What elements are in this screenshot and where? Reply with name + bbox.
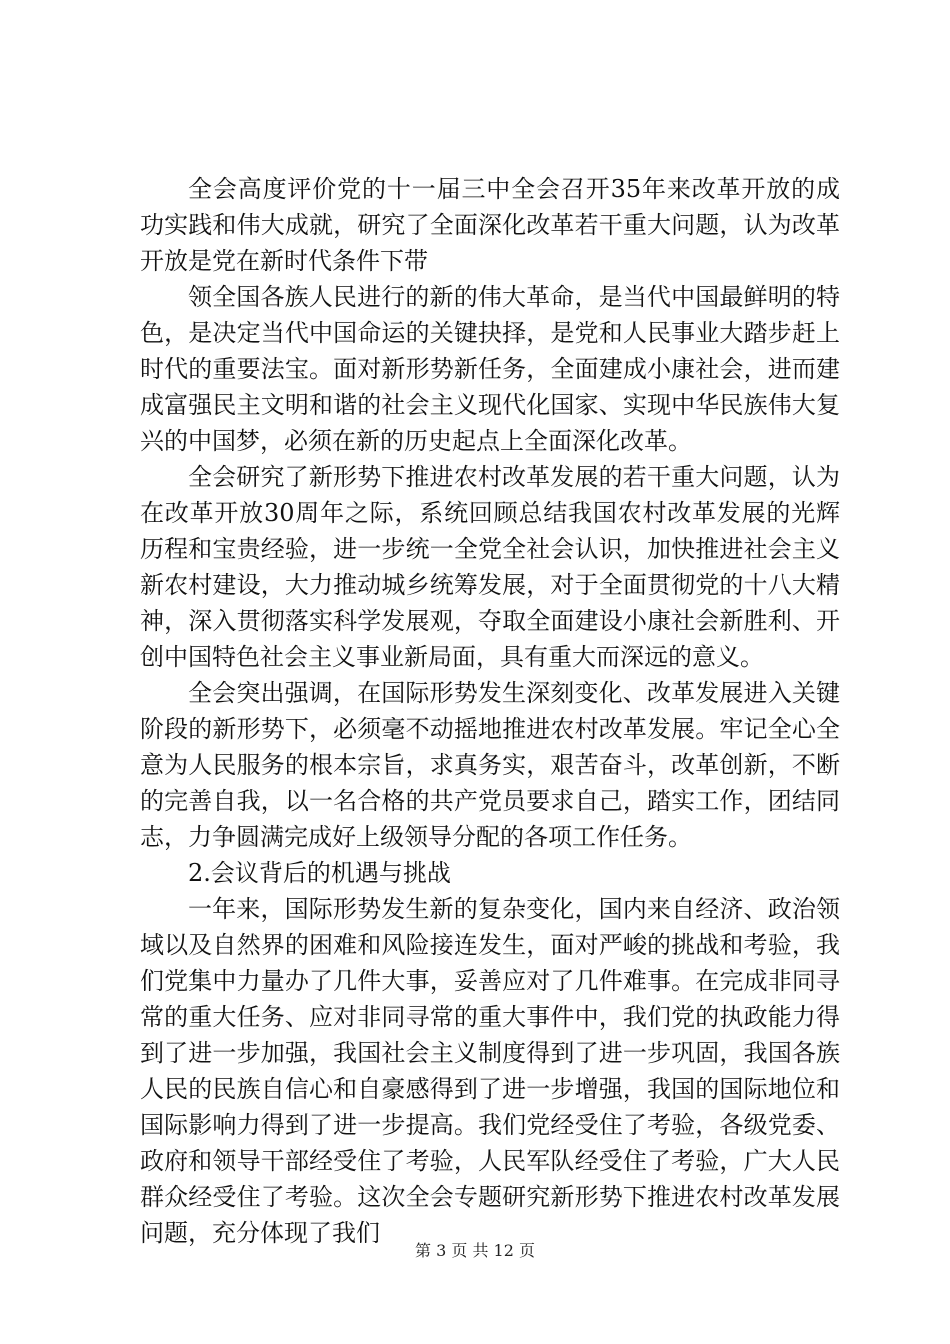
document-body bbox=[140, 171, 840, 1251]
paragraph-5: 一年来，国际形势发生新的复杂变化，国内来自经济、政治领域以及自然界的困难和风险接连发生，面对严峻的挑战和考验，我们党集中力量办了几件大事，妥善应对了几件难事。在完成非同寻常的重大任务、应对非同寻常的重大事件中，我们党的执政能力得到了进一步加强，我国社会主义制度得到了进一步巩固，我国各族人民的民族自信心和自豪感得到了进一步增强，我国的国际地位和国际影响力得到了进一步提高。我们党经受住了考验，各级党委、政府和领导干部经受住了考验，人民军队经受住了考验，广大人民群众经受住了考验。这次全会专题研究新形势下推进农村改革发展问题，充分体现了我们 bbox=[140, 895, 840, 1247]
section-heading: 2.会议背后的机遇与挑战 bbox=[188, 859, 451, 887]
paragraph-4: 全会突出强调，在国际形势发生深刻变化、改革发展进入关键阶段的新形势下，必须毫不动摇地推进农村改革发展。牢记全心全意为人民服务的根本宗旨，求真务实，艰苦奋斗，改革创新，不断的完善自我，以一名合格的共产党员要求自己，踏实工作，团结同志，力争圆满完成好上级领导分配的各项工作任务。 bbox=[140, 679, 840, 851]
page-footer: 第 3 页 共 12 页 bbox=[415, 1241, 535, 1260]
paragraph-2: 领全国各族人民进行的新的伟大革命，是当代中国最鲜明的特色，是决定当代中国命运的关键抉择，是党和人民事业大踏步赶上时代的重要法宝。面对新形势新任务，全面建成小康社会，进而建成富强民主文明和谐的社会主义现代化国家、实现中华民族伟大复兴的中国梦，必须在新的历史起点上全面深化改革。 bbox=[140, 283, 840, 455]
paragraph-1: 全会高度评价党的十一届三中全会召开35年来改革开放的成功实践和伟大成就，研究了全面深化改革若干重大问题，认为改革开放是党在新时代条件下带 bbox=[140, 175, 840, 275]
paragraph-3: 全会研究了新形势下推进农村改革发展的若干重大问题，认为在改革开放30周年之际，系统回顾总结我国农村改革发展的光辉历程和宝贵经验，进一步统一全党全社会认识，加快推进社会主义新农村建设，大力推动城乡统筹发展，对于全面贯彻党的十八大精神，深入贯彻落实科学发展观，夺取全面建设小康社会新胜利、开创中国特色社会主义事业新局面，具有重大而深远的意义。 bbox=[140, 463, 840, 671]
